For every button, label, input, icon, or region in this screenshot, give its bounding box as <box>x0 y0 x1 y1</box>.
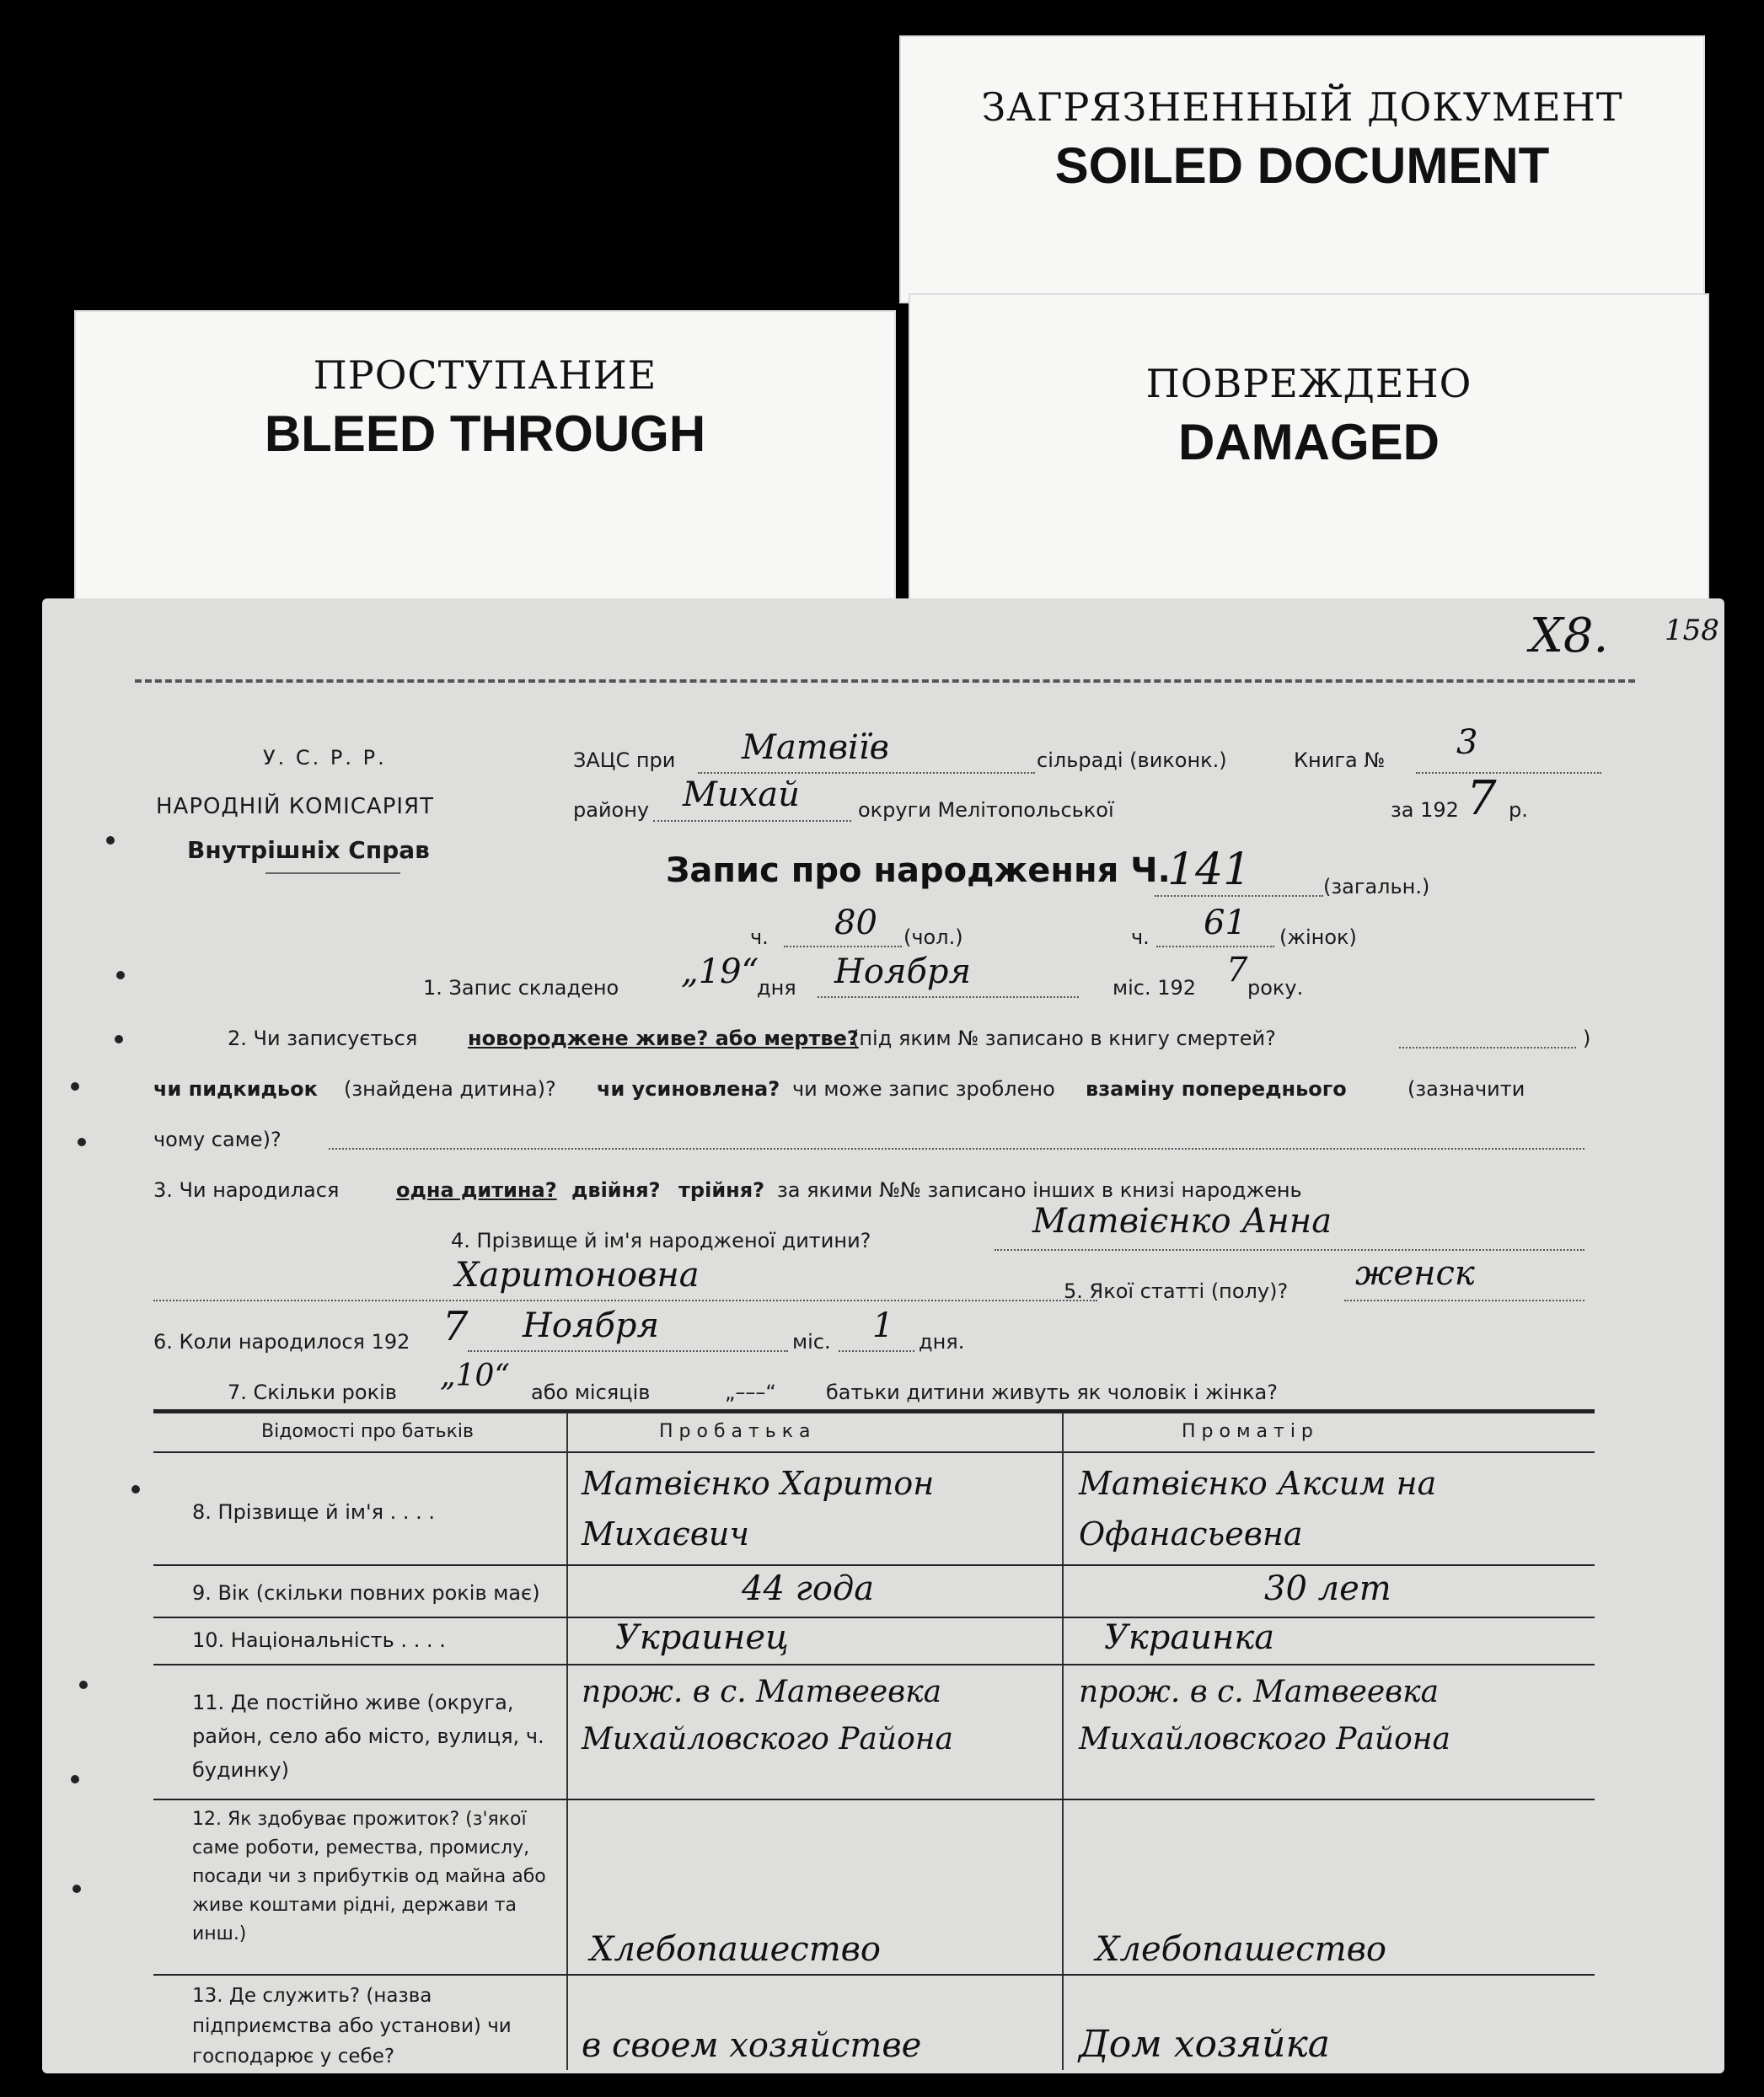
zacs-dotline <box>698 772 1035 774</box>
th-father: П р о б а т ь к а <box>659 1421 811 1442</box>
f4-name-line2: Харитоновна <box>455 1256 700 1295</box>
female-ch-label: ч. <box>1131 925 1150 949</box>
f1-month: Ноября <box>834 952 971 991</box>
f2-close: ) <box>1583 1027 1591 1050</box>
punch-mark <box>115 1035 123 1043</box>
f6-label: 6. Коли народилося 192 <box>153 1330 410 1354</box>
row13-mother: Дом хозяйка <box>1079 2023 1331 2066</box>
punch-mark <box>106 836 115 845</box>
f7-label: 7. Скільки років <box>228 1381 397 1404</box>
f4-dotline2 <box>153 1300 1097 1301</box>
female-label: (жінок) <box>1279 925 1357 949</box>
year-post: р. <box>1509 798 1528 822</box>
commissariat-label: НАРОДНІЙ КОМІСАРІЯТ <box>156 794 434 819</box>
f1-dnya: дня <box>757 976 796 1000</box>
row9-rule <box>153 1617 1595 1618</box>
row10-rule <box>153 1664 1595 1665</box>
dept-underline <box>265 872 400 874</box>
table-top-rule <box>153 1409 1595 1413</box>
row10-mother: Украинка <box>1104 1618 1275 1657</box>
punch-mark <box>131 1485 140 1494</box>
year-label: за 192 <box>1391 798 1459 822</box>
f3-single: одна дитина? <box>396 1178 557 1202</box>
department-label: Внутрішніх Справ <box>187 836 430 864</box>
male-count: 80 <box>834 904 877 942</box>
f5-sex: женск <box>1355 1254 1475 1293</box>
f1-mis: міс. 192 <box>1113 976 1197 1000</box>
damaged-en: DAMAGED <box>1178 414 1440 470</box>
damaged-ru: ПОВРЕЖДЕНО <box>1145 361 1472 406</box>
f2-label: 2. Чи записується <box>228 1027 418 1050</box>
row11-label: 11. Де постійно живе (округа, район, село або місто, вулиця, ч. будинку) <box>192 1691 544 1782</box>
f2-why-dotline <box>329 1148 1584 1150</box>
punch-mark <box>71 1775 79 1783</box>
f6-dnya: дня. <box>919 1330 965 1354</box>
kniga-label: Книга № <box>1294 748 1386 772</box>
row8-label: 8. Прізвище й ім'я . . . . <box>192 1500 436 1524</box>
punch-mark <box>71 1082 79 1091</box>
row9-mother: 30 лет <box>1264 1569 1391 1608</box>
f4-name-line1: Матвієнко Анна <box>1032 1202 1332 1241</box>
f5-label: 5. Якої статті (полу)? <box>1064 1279 1289 1303</box>
silradi-label: сільраді (виконк.) <box>1037 748 1227 772</box>
f1-month-dotline <box>818 996 1079 998</box>
f6-mis: міс. <box>792 1330 831 1354</box>
f6-month: Ноября <box>523 1306 659 1345</box>
f6-day: 1 <box>872 1306 894 1345</box>
kniga-dotline <box>1416 772 1601 774</box>
punch-mark <box>72 1885 81 1893</box>
row13-father: в своем хозяйстве <box>582 2026 922 2065</box>
corner-mark: X8. <box>1530 609 1609 663</box>
table-col2-divider <box>1062 1413 1064 2070</box>
record-title: Запис про народження Ч. <box>666 851 1171 890</box>
row11-mother: прож. в с. Матвеевка Михайловского Района <box>1079 1675 1450 1756</box>
soiled-en: SOILED DOCUMENT <box>1054 137 1550 194</box>
soiled-document-card <box>899 35 1705 303</box>
f1-day: „19“ <box>681 952 759 991</box>
f4-label: 4. Прізвище й ім'я народженої дитини? <box>451 1229 871 1252</box>
f7-months-label: або місяців <box>531 1381 651 1404</box>
th-parents-info: Відомості про батьків <box>261 1421 474 1442</box>
row8-mother: Матвієнко Аксим на Офанасьевна <box>1079 1465 1437 1553</box>
record-number: 141 <box>1167 845 1252 895</box>
f6-day-dotline <box>839 1350 914 1352</box>
damaged-card <box>909 293 1709 607</box>
f2-specify: (зазначити <box>1407 1077 1525 1101</box>
row10-label: 10. Національність . . . . <box>192 1628 446 1652</box>
f2-dotline <box>1399 1047 1576 1048</box>
punch-mark <box>116 971 125 979</box>
bleed-through-card <box>74 310 896 607</box>
th-mother: П р о м а т і р <box>1182 1421 1313 1442</box>
f2-maybe: чи може запис зроблено <box>792 1077 1055 1101</box>
top-dashed-divider <box>135 679 1635 683</box>
f3-other-numbers: за якими №№ записано інших в книзі народжень <box>777 1178 1302 1202</box>
f7-cohabit: батьки дитини живуть як чоловік і жінка? <box>826 1381 1278 1404</box>
zacs-village: Матвіїв <box>742 728 889 767</box>
f3-triplets: трійня? <box>678 1178 765 1202</box>
table-header-rule <box>153 1451 1595 1453</box>
row11-father: прож. в с. Матвеевка Михайловского Района <box>582 1675 953 1756</box>
zacs-label: ЗАЦС при <box>573 748 676 772</box>
f2-alive-dead: новороджене живе? або мертве? <box>468 1027 859 1050</box>
rayonu-dotline <box>653 820 851 822</box>
rayonu-label: району <box>573 798 650 822</box>
row13-label: 13. Де служить? (назва підприємства або установи) чи господарює у себе? <box>192 1985 512 2068</box>
row8-father: Матвієнко Харитон Михаєвич <box>582 1465 935 1553</box>
f1-label: 1. Запис складено <box>423 976 619 1000</box>
f6-year: 7 <box>442 1303 469 1350</box>
f5-dotline <box>1344 1300 1584 1301</box>
f7-years: „10“ <box>440 1359 510 1393</box>
male-dotline <box>784 946 902 947</box>
male-ch-label: ч. <box>750 925 769 949</box>
f3-label: 3. Чи народилася <box>153 1178 340 1202</box>
f7-months-value: „–––“ <box>725 1381 776 1404</box>
zagal-label: (загальн.) <box>1323 875 1430 898</box>
male-label: (чол.) <box>903 925 963 949</box>
row12-label: 12. Як здобуває прожиток? (з'якої саме роботи, ремества, промислу, посади чи з прибутків од майна або живе коштами рідні, держави та инш.) <box>192 1809 546 1944</box>
row11-rule <box>153 1799 1595 1800</box>
bleed-ru: ПРОСТУПАНИЕ <box>313 352 657 398</box>
female-dotline <box>1156 946 1274 947</box>
year-value: 7 <box>1466 771 1497 826</box>
punch-mark <box>78 1138 86 1146</box>
birth-record-form <box>42 598 1724 2073</box>
bleed-en: BLEED THROUGH <box>264 405 706 462</box>
row9-father: 44 года <box>742 1569 875 1608</box>
soiled-ru: ЗАГРЯЗНЕННЫЙ ДОКУМЕНТ <box>981 84 1623 130</box>
f2-death-book: (під яким № записано в книгу смертей? <box>851 1027 1276 1050</box>
row12-rule <box>153 1974 1595 1976</box>
record-number-dotline <box>1155 895 1323 897</box>
row8-rule <box>153 1564 1595 1566</box>
kniga-number: 3 <box>1456 723 1478 762</box>
f1-year: 7 <box>1226 951 1248 990</box>
f3-twins: двійня? <box>571 1178 661 1202</box>
f1-end: року. <box>1247 976 1304 1000</box>
page-number: 158 <box>1665 614 1719 647</box>
row10-father: Украинец <box>615 1618 789 1657</box>
punch-mark <box>79 1681 88 1689</box>
f4-dotline1 <box>995 1249 1584 1251</box>
table-col1-divider <box>566 1413 568 2070</box>
okrugy-label: округи Мелітопольської <box>858 798 1114 822</box>
rayonu-value: Михай <box>683 775 800 814</box>
f2-adopted: чи усиновлена? <box>597 1077 780 1101</box>
row9-label: 9. Вік (скільки повних років має) <box>192 1581 540 1605</box>
f6-month-dotline <box>468 1350 788 1352</box>
f2-why: чому саме)? <box>153 1128 281 1151</box>
row12-father: Хлебопашество <box>590 1930 881 1969</box>
f2-found-child: (знайдена дитина)? <box>344 1077 556 1101</box>
f2-replacement: взаміну попереднього <box>1086 1077 1347 1101</box>
female-count: 61 <box>1204 904 1247 942</box>
usrr-label: У. С. Р. Р. <box>263 746 387 770</box>
row12-mother: Хлебопашество <box>1096 1930 1386 1969</box>
f2-foundling: чи пидкидьок <box>153 1077 318 1101</box>
